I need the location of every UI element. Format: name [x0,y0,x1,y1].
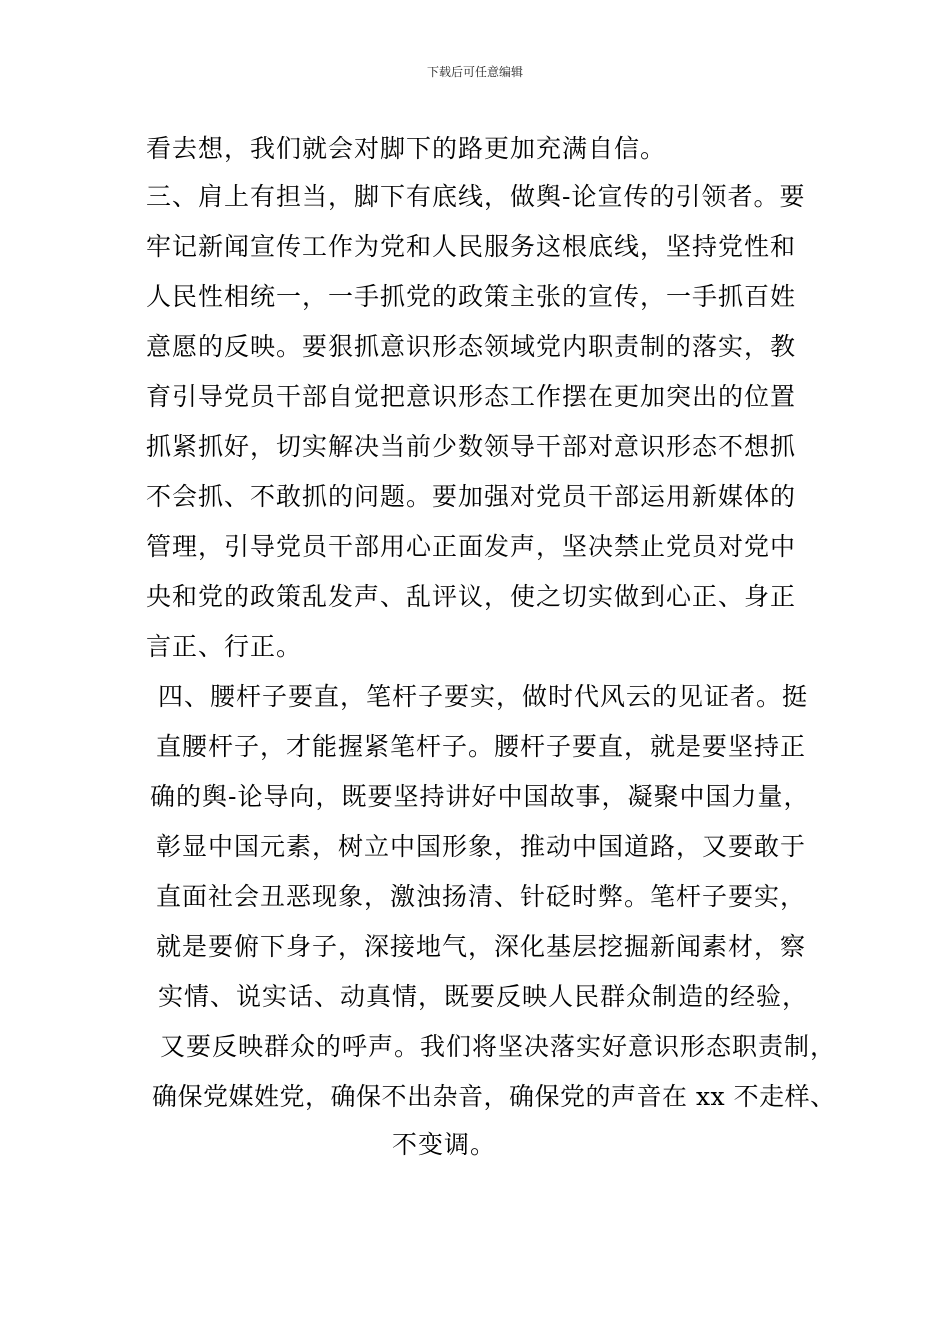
body-line: 育引导党员干部自觉把意识形态工作摆在更加突出的位置 [146,382,797,411]
body-line: 直面社会丑恶现象，激浊扬清、针砭时弊。笔杆子要实， [156,882,807,911]
body-line: 确的舆-论导向，既要坚持讲好中国故事，凝聚中国力量， [150,782,810,811]
body-line: 三、肩上有担当，脚下有底线，做舆-论宣传的引领者。要 [146,182,806,211]
body-line: 央和党的政策乱发声、乱评议，使之切实做到心正、身正 [146,582,797,611]
page-header: 下载后可任意编辑 [426,65,523,79]
body-line: 抓紧抓好，切实解决当前少数领导干部对意识形态不想抓 [146,432,797,461]
body-line: 看去想，我们就会对脚下的路更加充满自信。 [146,134,667,163]
body-line: 彰显中国元素，树立中国形象，推动中国道路，又要敢于 [156,832,807,861]
body-line: 又要反映群众的呼声。我们将坚决落实好意识形态职责制， [160,1032,837,1061]
body-line: 意愿的反映。要狠抓意识形态领域党内职责制的落实，教 [146,332,797,361]
body-line: 实情、说实话、动真情，既要反映人民群众制造的经验， [158,982,809,1011]
body-line: 就是要俯下身子，深接地气，深化基层挖掘新闻素材，察 [156,932,807,961]
body-line: 人民性相统一，一手抓党的政策主张的宣传，一手抓百姓 [146,282,797,311]
body-line: 不变调。 [392,1130,497,1159]
body-line: 不会抓、不敢抓的问题。要加强对党员干部运用新媒体的 [146,482,797,511]
body-line: 确保党媒姓党，确保不出杂音，确保党的声音在 xx 不走样、 [152,1082,836,1111]
body-line: 四、腰杆子要直，笔杆子要实，做时代风云的见证者。挺 [158,682,809,711]
body-line: 言正、行正。 [146,632,303,661]
body-line: 直腰杆子，才能握紧笔杆子。腰杆子要直，就是要坚持正 [156,732,807,761]
body-line: 牢记新闻宣传工作为党和人民服务这根底线，坚持党性和 [146,232,797,261]
body-line: 管理，引导党员干部用心正面发声，坚决禁止党员对党中 [146,532,797,561]
